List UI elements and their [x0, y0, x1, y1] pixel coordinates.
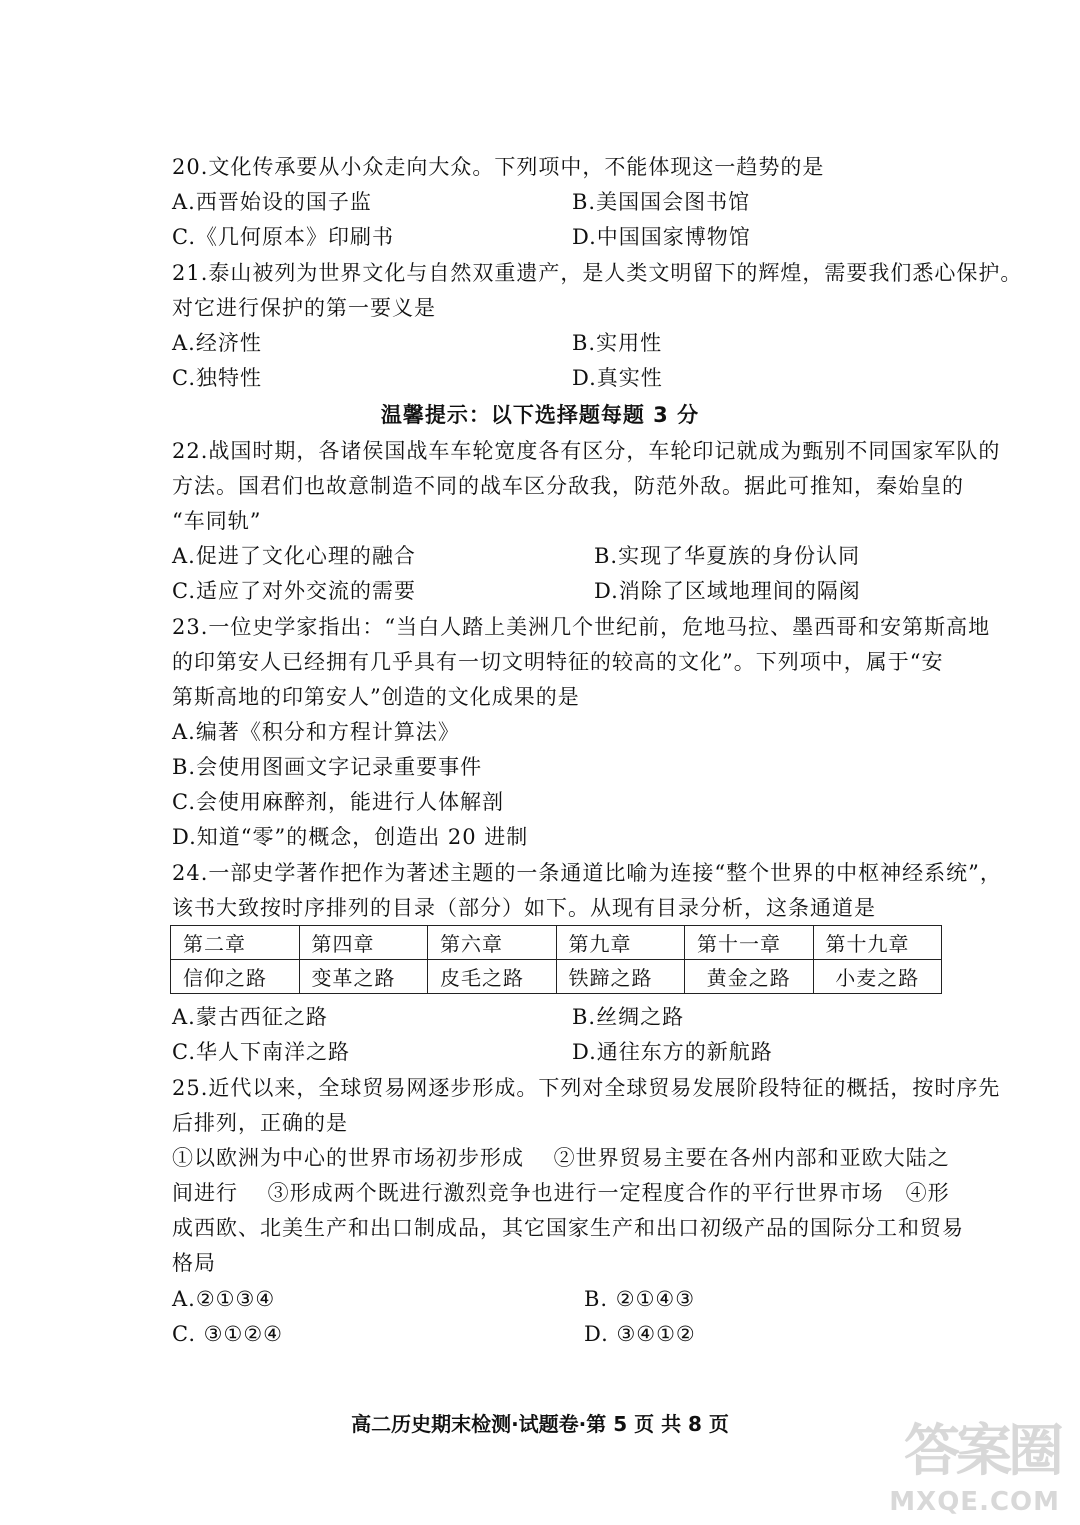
q25-option-c: C. ③①②④ — [172, 1322, 283, 1346]
q23-stem-line-2: 的印第安人已经拥有几乎具有一切文明特征的较高的文化”。下列项中，属于“安 — [172, 650, 944, 674]
page-footer: 高二历史期末检测·试题卷·第 5 页 共 8 页 — [351, 1412, 729, 1436]
q25-item-line-3: 成西欧、北美生产和出口制成品，其它国家生产和出口初级产品的国际分工和贸易 — [172, 1216, 964, 1240]
toc-chapter-cell: 第十九章 — [813, 926, 942, 960]
q25-option-b: B. ②①④③ — [584, 1287, 696, 1311]
toc-title-cell: 信仰之路 — [171, 960, 300, 994]
q25-option-d: D. ③④①② — [584, 1322, 696, 1346]
toc-title-cell: 皮毛之路 — [428, 960, 557, 994]
q25-item-line-2: 间进行 ③形成两个既进行激烈竞争也进行一定程度合作的平行世界市场 ④形 — [172, 1181, 950, 1205]
toc-title-cell: 小麦之路 — [813, 960, 942, 994]
q20-option-d: D.中国国家博物馆 — [572, 225, 751, 249]
q24-option-d: D.通往东方的新航路 — [572, 1040, 773, 1064]
q24-option-a: A.蒙古西征之路 — [172, 1005, 328, 1029]
q24-stem-line-2: 该书大致按时序排列的目录（部分）如下。从现有目录分析，这条通道是 — [172, 896, 876, 920]
q24-option-c: C.华人下南洋之路 — [172, 1040, 350, 1064]
q22-option-c: C.适应了对外交流的需要 — [172, 579, 416, 603]
q20-option-b: B.美国国会图书馆 — [572, 190, 751, 214]
watermark-logo — [890, 1407, 1060, 1517]
toc-chapter-cell: 第九章 — [556, 926, 685, 960]
q21-option-a: A.经济性 — [172, 331, 262, 355]
q25-stem-line-2: 后排列，正确的是 — [172, 1111, 348, 1135]
q24-option-b: B.丝绸之路 — [572, 1005, 685, 1029]
toc-title-cell: 黄金之路 — [685, 960, 814, 994]
q23-stem-line-1: 23.一位史学家指出：“当白人踏上美洲几个世纪前，危地马拉、墨西哥和安第斯高地 — [172, 615, 991, 639]
q22-option-d: D.消除了区域地理间的隔阂 — [594, 579, 861, 603]
q25-item-line-1: ①以欧洲为中心的世界市场初步形成 ②世界贸易主要在各州内部和亚欧大陆之 — [172, 1146, 950, 1170]
scoring-tip: 温馨提示：以下选择题每题 3 分 — [380, 403, 700, 427]
toc-title-cell: 铁蹄之路 — [556, 960, 685, 994]
q22-stem-line-1: 22.战国时期，各诸侯国战车车轮宽度各有区分，车轮印记就成为甄别不同国家军队的 — [172, 439, 1001, 463]
toc-chapter-cell: 第十一章 — [685, 926, 814, 960]
toc-chapter-cell: 第四章 — [299, 926, 428, 960]
q25-stem-line-1: 25.近代以来，全球贸易网逐步形成。下列对全球贸易发展阶段特征的概括，按时序先 — [172, 1076, 1001, 1100]
q23-option-a: A.编著《积分和方程计算法》 — [172, 720, 460, 744]
q24-stem-line-1: 24.一部史学著作把作为著述主题的一条通道比喻为连接“整个世界的中枢神经系统”， — [172, 861, 1002, 885]
q23-option-d: D.知道“零”的概念，创造出 20 进制 — [172, 825, 529, 849]
q21-stem-line-1: 21.泰山被列为世界文化与自然双重遗产，是人类文明留下的辉煌，需要我们悉心保护。 — [172, 261, 1023, 285]
q23-option-b: B.会使用图画文字记录重要事件 — [172, 755, 483, 779]
toc-title-row — [171, 960, 942, 994]
toc-chapter-cell: 第二章 — [171, 926, 300, 960]
q22-stem-line-3: “车同轨” — [172, 509, 262, 533]
q23-stem-line-3: 第斯高地的印第安人”创造的文化成果的是 — [172, 685, 580, 709]
q24-table-of-contents — [170, 925, 942, 994]
q20-option-c: C.《几何原本》印刷书 — [172, 225, 394, 249]
q20-stem: 20.文化传承要从小众走向大众。下列项中，不能体现这一趋势的是 — [172, 155, 825, 179]
watermark-url-text: MXQE.COM — [889, 1487, 1060, 1517]
q21-option-c: C.独特性 — [172, 366, 262, 390]
toc-chapter-row — [171, 926, 942, 960]
watermark-logo-text: 答案圈 — [904, 1419, 1060, 1484]
q21-option-d: D.真实性 — [572, 366, 663, 390]
q21-stem-line-2: 对它进行保护的第一要义是 — [172, 296, 436, 320]
q21-option-b: B.实用性 — [572, 331, 663, 355]
q23-option-c: C.会使用麻醉剂，能进行人体解剖 — [172, 790, 504, 814]
q20-option-a: A.西晋始设的国子监 — [172, 190, 372, 214]
toc-chapter-cell: 第六章 — [428, 926, 557, 960]
q22-option-a: A.促进了文化心理的融合 — [172, 544, 416, 568]
toc-title-cell: 变革之路 — [299, 960, 428, 994]
q22-option-b: B.实现了华夏族的身份认同 — [594, 544, 861, 568]
q22-stem-line-2: 方法。国君们也故意制造不同的战车区分敌我，防范外敌。据此可推知，秦始皇的 — [172, 474, 964, 498]
q25-option-a: A.②①③④ — [172, 1287, 276, 1311]
q25-item-line-4: 格局 — [172, 1251, 216, 1275]
